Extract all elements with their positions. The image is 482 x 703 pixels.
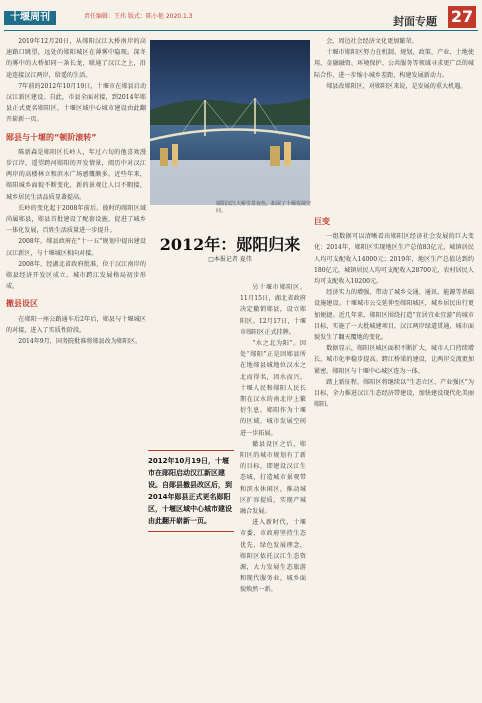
paragraph: 数据显示，郧阳区城区面积不断扩大，城市人口持续增长，城市化率稳步提高。跨江桥梁的建设，让两岸交流更加紧密，郧阳区与十堰中心城区连为一体。 [314,345,474,375]
paragraph: 郧县改郧阳区，对郧阳区来说，是发展的重大机遇。 [326,82,467,90]
paragraph: 长岭的变化起于2008年前后。彼时的郧阳区域尚属郧县，郧县首批建设了配套设施，促进了城乡一体化发展，百姓生活质量进一步提升。 [6,204,146,235]
article-byline: □本报记者 夏伟 [208,256,252,263]
column-1 [6,36,146,696]
paragraph: 2014年9月，国务院批准将郧县改为郧阳区。 [18,338,142,346]
paragraph: 经济实力的增强，带动了城乡交通、通讯、能源等基础设施建设。十堰城市公交延伸至郧阳城区，城乡居民出行更加便捷。近几年来，郧阳区围绕打造“宜居宜业宜游”的城市目标，实施了一大批城建项目，汉江两岸绿道贯通，城市面貌发生了翻天覆地的变化。 [314,289,474,342]
paragraph: 撤县设区之后，郧阳区的城市规划有了新的目标，即建设汉江生态城，打造城市景观带和滨水休闲区，推动城区扩容提质，实现产城融合发展。 [240,440,306,516]
editor-credits: 责任编辑：王玮 版式：陈小艳 2020.1.3 [84,13,193,20]
subheading: 巨变 [314,217,330,226]
paragraph: 在郧阳一座公路通车后2年后，郧县与十堰城区的对接，进入了实质性阶段。 [6,315,146,334]
paragraph: 2019年12月20日，从郧阳汉江大桥南岸的高速路口眺望，远处的郧阳城区在薄雾中隐现。深冬的雾中的大桥如同一条长龙，联通了汉江之上，沿途连接汉江两岸，给遥的生活。 [6,38,146,79]
paragraph: 2008年，郧县政府在“十一五”规划中提出建设汉江新区，与十堰城区相向对接。 [6,238,146,257]
page-header [0,0,482,34]
paragraph: 一组数据可以清晰看出郧阳区经济社会发展的巨大变化：2014年，郧阳区实现地区生产总值83亿元，城镇居民人均可支配收入14000元；2019年，地区生产总值达到约180亿元，城镇居民人均可支配收入28700元，农村居民人均可支配收入10200元。 [314,233,474,286]
paragraph: 踏上新征程，郧阳区将继续以“生态立区、产业强区”为目标，全力推进汉江生态经济带建设，加快建设现代化美丽郧阳。 [314,378,474,409]
subheading: 郧县与十堰的“顿阶滚转” [6,132,97,142]
photo-caption: 郧阳汉江大桥雪景夜色，拓展了十堰发展空间。 [216,201,312,214]
paragraph: 十堰市郧阳区努力在机制、规划、政策、产业、土地使用、金融融资、环境保护、公共服务等领域寻求更广泛的城际合作，进一步缩小城乡差距，构建发展新动力。 [314,49,474,79]
section-title: 封面专题 [393,15,437,28]
paragraph: 陈新森是郧阳区长岭人，年过六旬的他喜欢漫步江岸，遥望跨河郧阳的开发情景，阅历中对汉江两岸的高楼林立和滨水广场感慨颇多。近些年来，郧阳城乡面貌不断变化，新的景观让人目不暇接，城乡居民生活品质显著提高。 [6,148,146,201]
bridge-night-photo [150,40,310,205]
article-title: 2012年：郧阳归来 [159,235,301,254]
newspaper-brand: 十堰周刊 [4,11,56,25]
header-rule [4,30,478,31]
column-3-top [314,36,474,206]
subheading: 撤县设区 [6,299,38,309]
paragraph: “水之北为阳”。因处“郧阳”正是因郧县所在地郧县城地位汉水之北而得名，因水而兴。十堰人民和郧阳人民长期在汉水的南北岸上繁衍生息，郧阳作为十堰的区域，城市发展空间进一步拓展。 [240,340,306,437]
paragraph: 2008年，经湖北省政府批准，位于汉江南岸的郧县经济开发区成立。城市跨江发展格局初步形成。 [6,260,146,291]
paragraph: 另十堰市郧阳区。11月15日，湖北省政府决定撤销郧县，设立郧阳区。12月17日，十堰市郧阳区正式挂牌。 [240,284,306,336]
column-3 [314,210,474,696]
pull-quote: 2012年10月19日，十堰市在郧阳启动汉江新区建设。自郧县撤县改区后，到2014年郧县正式更名郧阳区，十堰区域中心城市建设由此翻开崭新一页。 [148,450,234,532]
page-number: 27 [448,6,476,28]
paragraph: 会、周边社会经济文化更加繁荣。 [326,38,418,45]
paragraph: 进入新时代，十堰市委、市政府坚持生态优先、绿色发展理念，郧阳区依托汉江生态资源，大力发展生态旅游和现代服务业，城乡面貌焕然一新。 [240,519,306,594]
paragraph: 7年前的2012年10月19日，十堰市在郧县启动汉江新区建设。自此，市县全面对接，到2014年郧县正式更名郧阳区，十堰区域中心城市建设由此翻开崭新一页。 [6,82,146,124]
